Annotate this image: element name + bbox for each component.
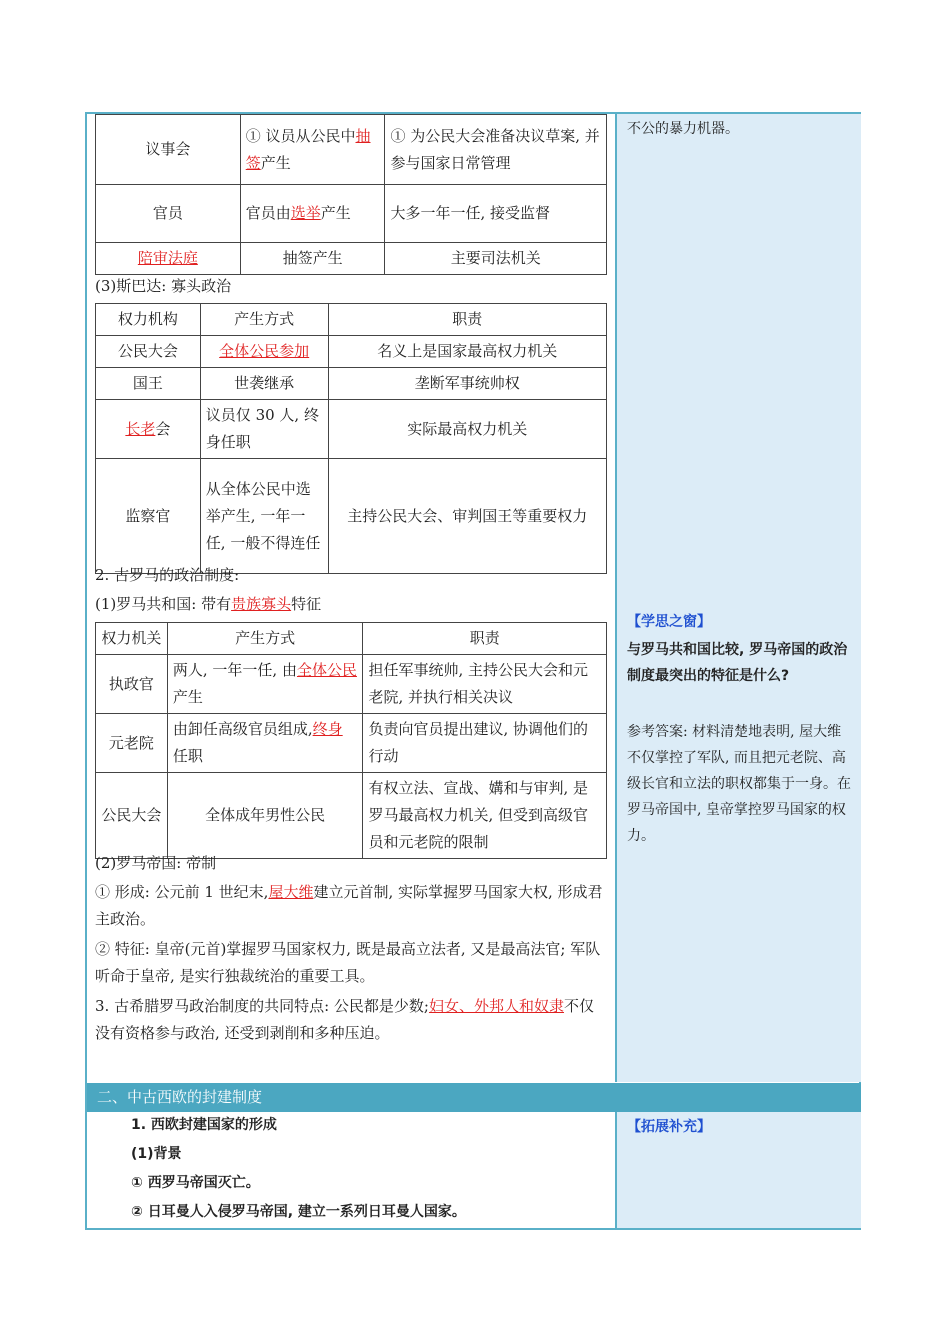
body-method: 两人, 一年一任, 由全体公民产生 bbox=[167, 655, 363, 714]
body-name: 元老院 bbox=[96, 714, 168, 773]
table-header-row bbox=[96, 623, 607, 655]
body-name: 公民大会 bbox=[96, 336, 201, 368]
main-column bbox=[87, 114, 614, 1082]
answer-blank: 屋大维 bbox=[268, 883, 314, 901]
body-method bbox=[200, 336, 328, 368]
table-row bbox=[96, 243, 607, 275]
empire-subheading: (2)罗马帝国: 帝制 bbox=[95, 854, 217, 872]
body-duty: ① 为公民大会准备决议草案, 并参与国家日常管理 bbox=[385, 115, 607, 185]
section2-content bbox=[87, 1112, 614, 1228]
body-name: 国王 bbox=[96, 368, 201, 400]
column-header: 职责 bbox=[328, 304, 606, 336]
answer-blank: 终身 bbox=[312, 720, 343, 738]
table-row bbox=[96, 115, 607, 185]
body-duty: 负责向官员提出建议, 协调他们的行动 bbox=[363, 714, 607, 773]
table-row bbox=[96, 336, 607, 368]
table-row bbox=[96, 400, 607, 459]
body-name bbox=[96, 243, 241, 275]
column-header: 产生方式 bbox=[200, 304, 328, 336]
study-window-title: 【学思之窗】 bbox=[627, 614, 711, 630]
body-method: 从全体公民中选举产生, 一年一任, 一般不得连任 bbox=[200, 459, 328, 574]
section2-line: ① 西罗马帝国灭亡。 bbox=[131, 1175, 260, 1191]
rome-republic-table bbox=[95, 622, 607, 859]
table-row bbox=[96, 773, 607, 859]
body-duty: 大多一年一任, 接受监督 bbox=[385, 185, 607, 243]
body-method: ① 议员从公民中抽签产生 bbox=[240, 115, 385, 185]
column-header: 职责 bbox=[363, 623, 607, 655]
table-row bbox=[96, 459, 607, 574]
body-method: 议员仅 30 人, 终身任职 bbox=[200, 400, 328, 459]
common-features: 3. 古希腊罗马政治制度的共同特点: 公民都是少数;妇女、外邦人和奴隶不仅没有资格参与政治, 还受到剥削和多种压迫。 bbox=[95, 997, 594, 1042]
body-duty: 主持公民大会、审判国王等重要权力 bbox=[328, 459, 606, 574]
body-method: 世袭继承 bbox=[200, 368, 328, 400]
answer-blank: 抽签 bbox=[245, 126, 371, 172]
body-name: 长老会 bbox=[96, 400, 201, 459]
table-row bbox=[96, 368, 607, 400]
sparta-table bbox=[95, 303, 607, 574]
column-header: 权力机构 bbox=[96, 304, 201, 336]
answer-blank: 全体公民 bbox=[296, 661, 357, 679]
body-name: 监察官 bbox=[96, 459, 201, 574]
body-duty: 担任军事统帅, 主持公民大会和元老院, 并执行相关决议 bbox=[363, 655, 607, 714]
answer-blank: 长老 bbox=[125, 419, 156, 438]
extension-title: 【拓展补充】 bbox=[627, 1119, 711, 1135]
republic-subheading: (1)罗马共和国: 带有贵族寡头特征 bbox=[95, 595, 322, 613]
body-duty: 有权立法、宣战、媾和与审判, 是罗马最高权力机关, 但受到高级官员和元老院的限制 bbox=[363, 773, 607, 859]
answer-blank: 贵族寡头 bbox=[231, 595, 292, 613]
body-name: 官员 bbox=[96, 185, 241, 243]
study-answer: 参考答案: 材料清楚地表明, 屋大维不仅掌控了军队, 而且把元老院、高级长官和立法的职权都集于一身。在罗马帝国中, 皇帝掌控罗马国家的权力。 bbox=[627, 724, 851, 844]
body-name: 执政官 bbox=[96, 655, 168, 714]
lesson-frame bbox=[85, 112, 861, 1230]
sidebar-continuation: 不公的暴力机器。 bbox=[627, 121, 739, 137]
column-header: 权力机关 bbox=[96, 623, 168, 655]
sidebar-extension bbox=[615, 1112, 861, 1228]
body-method: 全体成年男性公民 bbox=[167, 773, 363, 859]
answer-blank: 全体公民参加 bbox=[219, 342, 310, 360]
body-duty: 实际最高权力机关 bbox=[328, 400, 606, 459]
section2-line: ② 日耳曼人入侵罗马帝国, 建立一系列日耳曼人国家。 bbox=[131, 1204, 466, 1220]
body-name: 公民大会 bbox=[96, 773, 168, 859]
section2-line: 1. 西欧封建国家的形成 bbox=[131, 1117, 277, 1133]
empire-feature: ② 特征: 皇帝(元首)掌握罗马国家权力, 既是最高立法者, 又是最高法官; 军队听命于皇帝, 是实行独裁统治的重要工具。 bbox=[95, 940, 601, 985]
table-row bbox=[96, 714, 607, 773]
body-duty: 名义上是国家最高权力机关 bbox=[328, 336, 606, 368]
answer-blank: 陪审法庭 bbox=[137, 249, 198, 267]
answer-blank: 选举 bbox=[290, 204, 321, 222]
body-duty: 垄断军事统帅权 bbox=[328, 368, 606, 400]
section-bar: 二、中古西欧的封建制度 bbox=[87, 1083, 861, 1112]
athens-table bbox=[95, 114, 607, 275]
body-name: 议事会 bbox=[96, 115, 241, 185]
section2-line: (1)背景 bbox=[131, 1146, 182, 1162]
empire-formation: ① 形成: 公元前 1 世纪末,屋大维建立元首制, 实际掌握罗马国家大权, 形成君主政治。 bbox=[95, 883, 603, 928]
table-row bbox=[96, 655, 607, 714]
column-header: 产生方式 bbox=[167, 623, 363, 655]
rome-heading: 2. 古罗马的政治制度: bbox=[95, 566, 240, 584]
sidebar-notes bbox=[615, 114, 861, 1082]
sparta-heading: (3)斯巴达: 寡头政治 bbox=[95, 277, 232, 295]
answer-blank: 妇女、外邦人和奴隶 bbox=[428, 997, 564, 1015]
table-header-row bbox=[96, 304, 607, 336]
body-method: 由卸任高级官员组成,终身任职 bbox=[167, 714, 363, 773]
body-method: 官员由选举产生 bbox=[240, 185, 385, 243]
body-duty: 主要司法机关 bbox=[385, 243, 607, 275]
study-question: 与罗马共和国比较, 罗马帝国的政治制度最突出的特征是什么? bbox=[627, 642, 848, 684]
table-row bbox=[96, 185, 607, 243]
body-method: 抽签产生 bbox=[240, 243, 385, 275]
